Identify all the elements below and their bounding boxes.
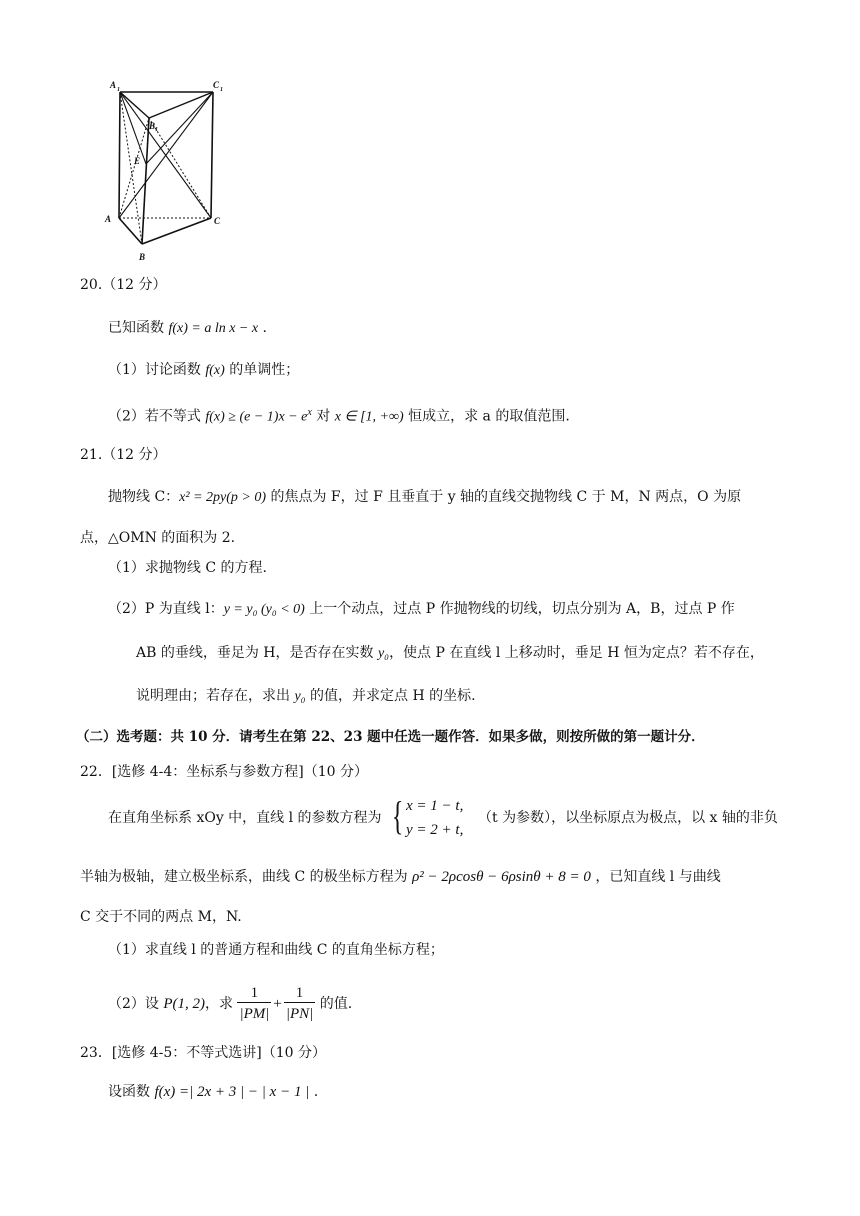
q21-l1-math: x² = 2py(p > 0) (179, 490, 267, 505)
q21-p2-l2-math: y₀ (377, 646, 390, 661)
q21-part2-line1 (108, 599, 735, 620)
q22-frac-pm-den: |PM| (237, 1002, 271, 1025)
q22-heading: 22．[选修 4-4：坐标系与参数方程]（10 分） (80, 764, 368, 780)
q22-frac-pm-num: 1 (250, 984, 259, 1001)
q23-heading: 23．[选修 4-5：不等式选讲]（10 分） (80, 1045, 326, 1061)
q20-part1 (108, 360, 299, 381)
label-B1-sub: 1 (155, 127, 158, 133)
q21-heading: 21.（12 分） (80, 447, 167, 463)
q20-intro-pre: 已知函数 (108, 320, 169, 336)
q20-p1-math: f(x) (205, 363, 225, 378)
label-C: C (214, 216, 221, 226)
q20-part2 (108, 403, 570, 428)
q21-part2-line3 (136, 686, 476, 707)
q22-system-brace: { (391, 793, 404, 838)
q23-l1-post: . (309, 1084, 319, 1100)
q23-l1-pre: 设函数 (108, 1084, 155, 1100)
q20-p2-pre: （2）若不等式 (108, 408, 206, 425)
q20-p2-math2: x ∈ [1, +∞) (334, 409, 404, 425)
q21-part2-line2 (136, 643, 764, 664)
q22-l2-math: ρ² − 2ρcosθ − 6ρsinθ + 8 = 0 (412, 869, 591, 885)
q22-p2-post: 的值. (315, 996, 353, 1012)
q20-p2-mid: 对 (311, 408, 335, 425)
label-C1-sub: 1 (220, 87, 223, 93)
q20-intro-post: . (258, 320, 267, 336)
label-C1: C (213, 80, 220, 90)
q22-p2-mid: ，求 (205, 996, 238, 1012)
q22-line1-post: （t 为参数），以坐标原点为极点，以 x 轴的非负 (478, 810, 778, 826)
q21-p2-l3-post: 的值，并求定点 H 的坐标. (305, 688, 476, 704)
q22-line1-pre: 在直角坐标系 xOy 中，直线 l 的参数方程为 (108, 810, 382, 826)
q21-l1-post: 的焦点为 F，过 F 且垂直于 y 轴的直线交抛物线 C 于 M，N 两点，O 为原 (266, 489, 742, 505)
q23-l1-math: f(x) =| 2x + 3 | − | x − 1 | (154, 1084, 310, 1100)
q20-p2-math1: f(x) ≥ (e − 1)x − e (205, 409, 308, 425)
q22-l2-pre: 半轴为极轴，建立极坐标系，曲线 C 的极坐标方程为 (80, 869, 413, 885)
q22-p2-math: P(1, 2) (163, 996, 206, 1012)
q22-plus: + (273, 996, 282, 1012)
prism-figure (96, 72, 226, 264)
q21-p2-l2-pre: AB 的垂线，垂足为 H，是否存在实数 (136, 645, 378, 661)
label-A1: A (110, 80, 117, 90)
prism-diagram (96, 72, 226, 264)
q20-intro-math: f(x) = a ln x − x (168, 321, 259, 336)
q22-line2 (80, 867, 721, 887)
q22-sys-eq2: y = 2 + t, (406, 822, 464, 838)
q22-p2-pre: （2）设 (108, 996, 164, 1012)
q22-system (406, 794, 463, 842)
q22-sys-eq1: x = 1 − t, (406, 798, 464, 814)
section-2-heading: （二）选考题：共 10 分．请考生在第 22、23 题中任选一题作答．如果多做，则按所做的第一题计分． (76, 729, 705, 745)
q23-line1 (108, 1082, 318, 1102)
q22-part2 (108, 982, 352, 1026)
q22-frac-pn-num: 1 (295, 984, 304, 1001)
q21-p2-l3-math: y₀ (294, 689, 306, 704)
q21-p2-l1-pre: （2）P 为直线 l： (108, 601, 224, 617)
q20-intro (108, 318, 267, 339)
q20-p2-sup: x (307, 407, 312, 418)
q21-p2-l1-post: 上一个动点，过点 P 作抛物线的切线，切点分别为 A，B，过点 P 作 (304, 601, 735, 617)
q21-p2-l1-math: y = y₀ (y₀ < 0) (223, 602, 305, 617)
q22-part1: （1）求直线 l 的普通方程和曲线 C 的直角坐标方程； (108, 942, 444, 958)
q22-frac-pn-den: |PN| (284, 1002, 315, 1025)
q20-p1-post: 的单调性； (224, 362, 300, 378)
q21-l1-pre: 抛物线 C： (108, 489, 180, 505)
q21-line2: 点，△OMN 的面积为 2. (80, 530, 236, 546)
q21-part1: （1）求抛物线 C 的方程. (108, 560, 267, 576)
label-B: B (139, 252, 146, 262)
q20-heading: 20.（12 分） (80, 277, 167, 293)
label-A1-sub: 1 (117, 87, 120, 93)
q21-p2-l2-post: ，使点 P 在直线 l 上移动时，垂足 H 恒为定点？若不存在， (389, 645, 764, 661)
q20-p2-post: 恒成立，求 a 的取值范围. (403, 408, 570, 425)
q22-line3: C 交于不同的两点 M，N. (80, 909, 242, 925)
q20-p1-pre: （1）讨论函数 (108, 362, 206, 378)
label-B1: B (149, 121, 156, 131)
label-E: E (134, 156, 141, 166)
q22-frac-pm (237, 984, 271, 1025)
q21-line1 (108, 487, 741, 508)
q22-frac-pn (284, 984, 315, 1025)
q21-p2-l3-pre: 说明理由；若存在，求出 (136, 688, 295, 704)
label-A: A (105, 214, 112, 224)
q22-l2-post: ，已知直线 l 与曲线 (590, 869, 721, 885)
